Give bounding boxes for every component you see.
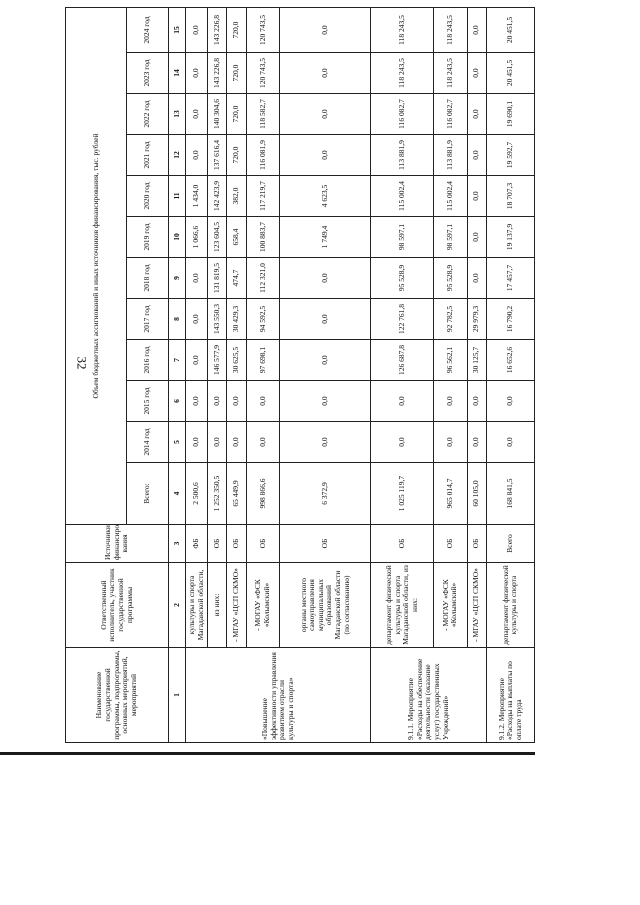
cell-value: 95 528,9	[371, 258, 433, 299]
row-source: ОБ	[371, 525, 433, 563]
cell-value: 0,0	[280, 8, 371, 53]
page-number: 32	[74, 356, 90, 370]
cell-value: 0,0	[208, 381, 227, 422]
cell-value: 0,0	[467, 176, 486, 217]
table-row	[186, 8, 208, 743]
col-number: 8	[169, 299, 186, 340]
cell-value: 143 226,8	[208, 8, 227, 53]
cell-value: 1 434,0	[186, 176, 208, 217]
cell-value: 30 125,7	[467, 340, 486, 381]
cell-value: 113 881,9	[371, 135, 433, 176]
row-executor: - МГАУ «ЦСП СКМО»	[467, 563, 486, 648]
cell-value: 140 304,6	[208, 94, 227, 135]
cell-value: 0,0	[186, 258, 208, 299]
cell-value: 0,0	[371, 422, 433, 463]
header-year: 2015 год	[127, 381, 169, 422]
funding-table	[65, 7, 535, 743]
cell-value: 116 081,9	[246, 135, 280, 176]
cell-value: 0,0	[227, 381, 246, 422]
cell-value: 113 881,9	[433, 135, 467, 176]
cell-value: 118 243,5	[371, 53, 433, 94]
cell-value: 0,0	[467, 8, 486, 53]
header-executor: Ответственный исполнитель, участник государственной программы	[66, 563, 169, 648]
cell-value: 118 582,7	[246, 94, 280, 135]
cell-value: 94 592,5	[246, 299, 280, 340]
cell-value: 0,0	[186, 340, 208, 381]
cell-value: 19 690,1	[486, 94, 534, 135]
cell-value: 474,7	[227, 258, 246, 299]
cell-value: 0,0	[280, 53, 371, 94]
cell-value: 0,0	[280, 135, 371, 176]
table-row	[246, 8, 280, 743]
cell-value: 116 082,7	[371, 94, 433, 135]
cell-value: 19 592,7	[486, 135, 534, 176]
cell-value: 0,0	[467, 53, 486, 94]
cell-value: 0,0	[467, 217, 486, 258]
cell-value: 4 623,5	[280, 176, 371, 217]
row-source: ОБ	[467, 525, 486, 563]
cell-value: 120 743,5	[246, 8, 280, 53]
scan-edge-line	[0, 752, 535, 755]
cell-value: 143 226,8	[208, 53, 227, 94]
cell-value: 100 883,7	[246, 217, 280, 258]
cell-value: 0,0	[246, 381, 280, 422]
cell-value: 120 743,5	[246, 53, 280, 94]
cell-value: 30 429,3	[227, 299, 246, 340]
cell-value: 998 866,6	[246, 463, 280, 525]
col-number: 11	[169, 176, 186, 217]
cell-value: 1 025 119,7	[371, 463, 433, 525]
col-number: 7	[169, 340, 186, 381]
row-executor: департамент физической культуры и спорта	[486, 563, 534, 648]
row-source: Всего	[486, 525, 534, 563]
table-row	[467, 8, 486, 743]
cell-value: 0,0	[467, 258, 486, 299]
cell-value: 720,0	[227, 135, 246, 176]
cell-value: 29 979,3	[467, 299, 486, 340]
row-executor: культуры и спорта Магаданской области,	[186, 563, 208, 648]
cell-value: 98 597,1	[433, 217, 467, 258]
table-row	[371, 8, 433, 743]
cell-value: 0,0	[467, 94, 486, 135]
row-executor: органы местного самоуправления муниципальных образований Магаданской области (по согласованию)	[280, 563, 371, 648]
cell-value: 146 577,9	[208, 340, 227, 381]
cell-value: 0,0	[186, 53, 208, 94]
cell-value: 118 243,5	[371, 8, 433, 53]
cell-value: 168 841,5	[486, 463, 534, 525]
header-funding-group: Объем бюджетных ассигнований и иных источников финансирования, тыс. рублей	[66, 8, 127, 525]
row-name: «Повышение эффективности управления развитием отрасли культуры и спорта»	[186, 648, 371, 743]
cell-value: 720,0	[227, 94, 246, 135]
header-year: 2016 год	[127, 340, 169, 381]
cell-value: 17 457,7	[486, 258, 534, 299]
cell-value: 382,0	[227, 176, 246, 217]
cell-value: 16 790,2	[486, 299, 534, 340]
cell-value: 118 243,5	[433, 8, 467, 53]
cell-value: 20 451,5	[486, 8, 534, 53]
cell-value: 0,0	[280, 340, 371, 381]
cell-value: 0,0	[208, 422, 227, 463]
cell-value: 0,0	[467, 422, 486, 463]
cell-value: 65 449,9	[227, 463, 246, 525]
cell-value: 0,0	[186, 422, 208, 463]
cell-value: 0,0	[186, 8, 208, 53]
table-row	[227, 8, 246, 743]
row-source: ОБ	[280, 525, 371, 563]
cell-value: 0,0	[280, 422, 371, 463]
cell-value: 720,0	[227, 8, 246, 53]
cell-value: 0,0	[467, 135, 486, 176]
cell-value: 1 066,6	[186, 217, 208, 258]
cell-value: 0,0	[280, 258, 371, 299]
cell-value: 20 451,5	[486, 53, 534, 94]
cell-value: 142 423,9	[208, 176, 227, 217]
cell-value: 0,0	[280, 94, 371, 135]
cell-value: 131 819,5	[208, 258, 227, 299]
row-source: ОБ	[246, 525, 280, 563]
cell-value: 112 321,0	[246, 258, 280, 299]
cell-value: 126 687,8	[371, 340, 433, 381]
cell-value: 1 749,4	[280, 217, 371, 258]
col-number: 1	[169, 648, 186, 743]
cell-value: 0,0	[486, 381, 534, 422]
col-number: 5	[169, 422, 186, 463]
cell-value: 658,4	[227, 217, 246, 258]
cell-value: 122 761,8	[371, 299, 433, 340]
cell-value: 123 604,5	[208, 217, 227, 258]
header-year: 2024 год	[127, 8, 169, 53]
cell-value: 18 707,3	[486, 176, 534, 217]
cell-value: 16 652,6	[486, 340, 534, 381]
cell-value: 0,0	[186, 94, 208, 135]
cell-value: 0,0	[280, 299, 371, 340]
col-number: 13	[169, 94, 186, 135]
header-year: 2022 год	[127, 94, 169, 135]
table-row	[433, 8, 467, 743]
header-year: 2020 год	[127, 176, 169, 217]
header-year: 2018 год	[127, 258, 169, 299]
header-total: Всего:	[127, 463, 169, 525]
row-source: ФБ	[186, 525, 208, 563]
cell-value: 0,0	[433, 422, 467, 463]
row-executor: - МГАУ «ЦСП СКМО»	[227, 563, 246, 648]
row-name: 9.1.2. Мероприятие «Расходы на выплаты по оплате труда	[486, 648, 534, 743]
header-year: 2014 год	[127, 422, 169, 463]
cell-value: 115 002,4	[433, 176, 467, 217]
cell-value: 1 252 350,5	[208, 463, 227, 525]
cell-value: 0,0	[227, 422, 246, 463]
col-number: 9	[169, 258, 186, 299]
cell-value: 60 105,0	[467, 463, 486, 525]
cell-value: 30 625,5	[227, 340, 246, 381]
row-source: ОБ	[208, 525, 227, 563]
col-number: 12	[169, 135, 186, 176]
cell-value: 95 528,9	[433, 258, 467, 299]
rotated-table-area	[65, 8, 535, 743]
col-number: 2	[169, 563, 186, 648]
row-executor: из них:	[208, 563, 227, 648]
cell-value: 0,0	[186, 135, 208, 176]
col-number: 6	[169, 381, 186, 422]
cell-value: 92 782,5	[433, 299, 467, 340]
header-year: 2021 год	[127, 135, 169, 176]
row-name: 9.1.1. Мероприятие «Расходы на обеспечение деятельности (оказание услуг) государственных Учреждений»	[371, 648, 486, 743]
cell-value: 0,0	[467, 381, 486, 422]
cell-value: 0,0	[246, 422, 280, 463]
row-executor: департамент физической культуры и спорта Магаданской области, из них:	[371, 563, 433, 648]
cell-value: 97 698,1	[246, 340, 280, 381]
table-row	[486, 8, 534, 743]
col-number: 4	[169, 463, 186, 525]
row-source: ОБ	[433, 525, 467, 563]
cell-value: 116 082,7	[433, 94, 467, 135]
cell-value: 0,0	[280, 381, 371, 422]
cell-value: 115 002,4	[371, 176, 433, 217]
cell-value: 137 616,4	[208, 135, 227, 176]
cell-value: 0,0	[371, 381, 433, 422]
col-number: 14	[169, 53, 186, 94]
cell-value: 143 550,3	[208, 299, 227, 340]
cell-value: 98 597,1	[371, 217, 433, 258]
col-number: 10	[169, 217, 186, 258]
cell-value: 720,0	[227, 53, 246, 94]
cell-value: 0,0	[186, 381, 208, 422]
header-year: 2023 год	[127, 53, 169, 94]
cell-value: 0,0	[433, 381, 467, 422]
table-row	[208, 8, 227, 743]
header-source: Источники финансиро вания	[66, 525, 169, 563]
cell-value: 6 372,9	[280, 463, 371, 525]
cell-value: 118 243,5	[433, 53, 467, 94]
header-year: 2019 год	[127, 217, 169, 258]
table-row	[280, 8, 371, 743]
row-source: ОБ	[227, 525, 246, 563]
cell-value: 0,0	[486, 422, 534, 463]
funding-table-wrapper	[65, 8, 535, 743]
col-number: 3	[169, 525, 186, 563]
row-executor: - МОГАУ «ФСК «Колымский»	[246, 563, 280, 648]
header-name: Наименование государственной программы, подпрограммы, основных мероприятий, мероприятий	[66, 648, 169, 743]
col-number: 15	[169, 8, 186, 53]
cell-value: 96 562,1	[433, 340, 467, 381]
cell-value: 2 500,6	[186, 463, 208, 525]
row-executor: - МОГАУ «ФСК «Колымский»	[433, 563, 467, 648]
cell-value: 117 219,7	[246, 176, 280, 217]
cell-value: 965 014,7	[433, 463, 467, 525]
cell-value: 0,0	[186, 299, 208, 340]
cell-value: 19 137,9	[486, 217, 534, 258]
header-year: 2017 год	[127, 299, 169, 340]
